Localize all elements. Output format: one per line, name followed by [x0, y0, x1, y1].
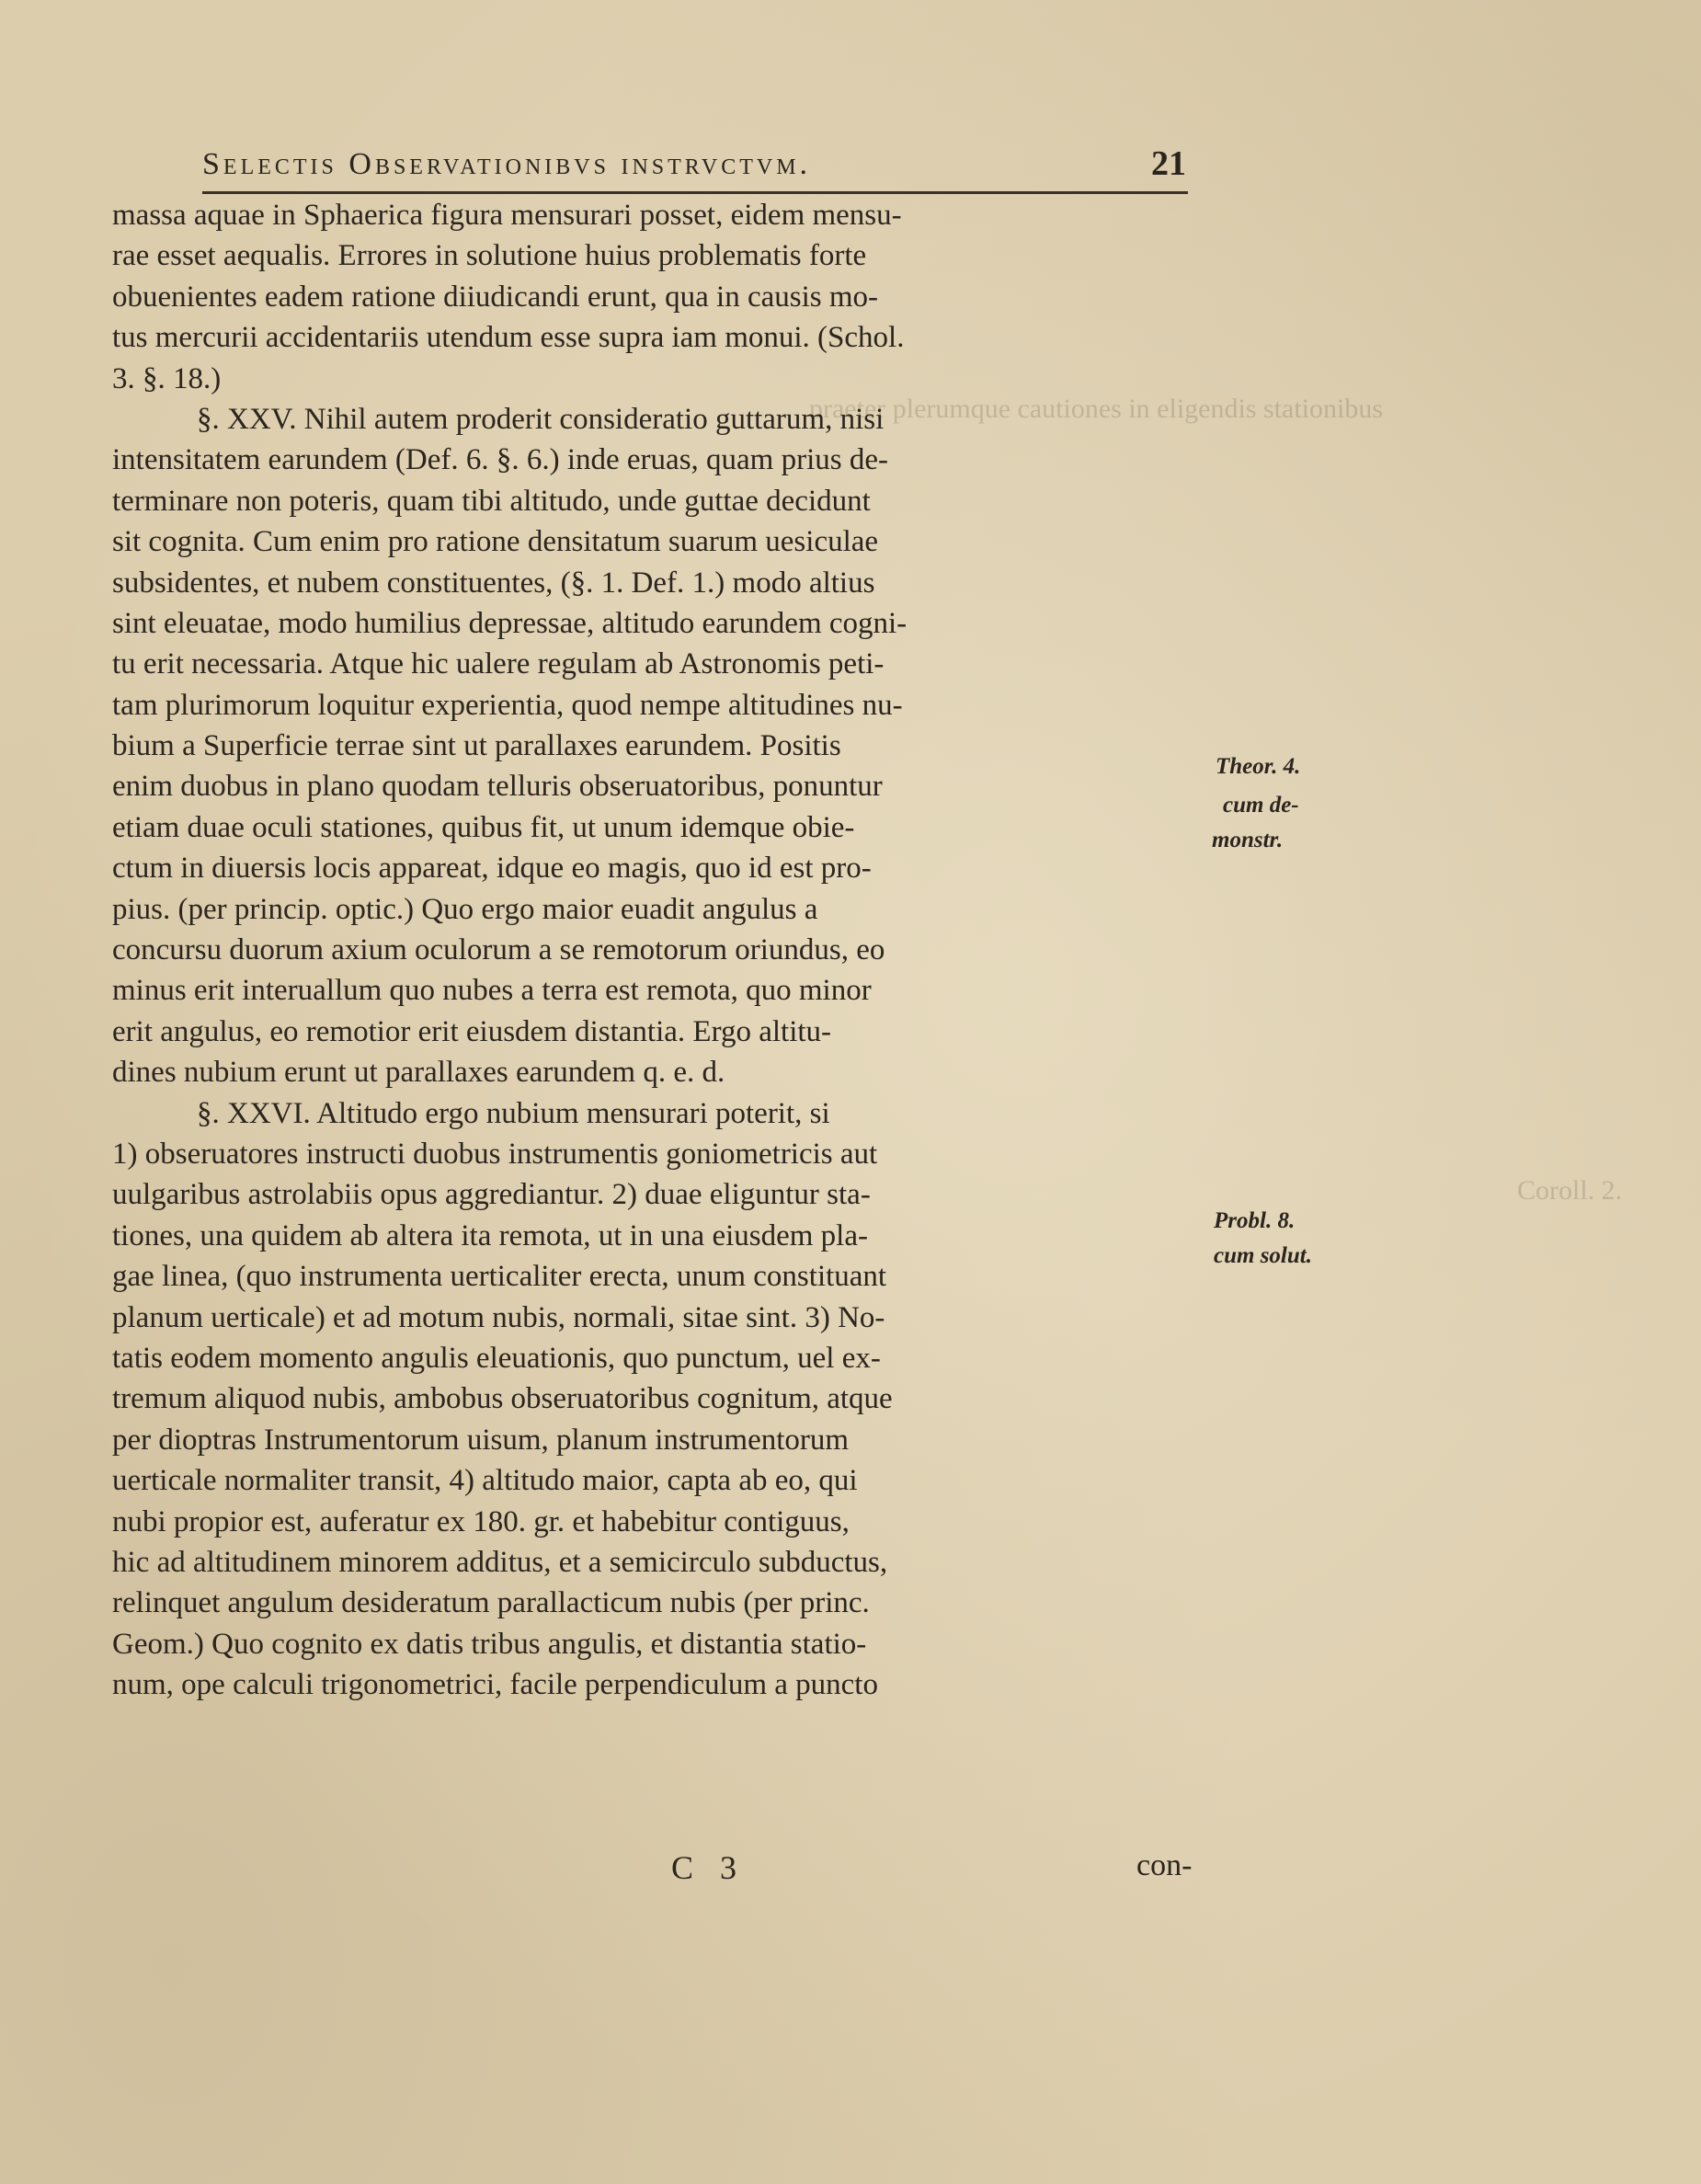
text-line: §. XXVI. Altitudo ergo nubium mensurari poterit, si [197, 1096, 830, 1130]
text-line: tam plurimorum loquitur experientia, quod nempe altitudines nu- [112, 688, 903, 722]
bleed-through-text: praeter plerumque cautiones in eligendis stationibus [809, 394, 1383, 424]
margin-note-theorem: Theor. 4. [1216, 754, 1301, 779]
margin-note-problem: cum solut. [1214, 1243, 1312, 1268]
text-line: per dioptras Instrumentorum uisum, planum instrumentorum [112, 1423, 850, 1457]
text-line: tu erit necessaria. Atque hic ualere regulam ab Astronomis peti- [112, 647, 885, 681]
body-text [112, 195, 1206, 1705]
text-line: gae linea, (quo instrumenta uerticaliter erecta, unum constituant [112, 1260, 887, 1294]
text-line: §. XXV. Nihil autem proderit consideratio guttarum, nisi [197, 402, 885, 436]
catchword: con- [1136, 1848, 1193, 1882]
text-line: tus mercurii accidentariis utendum esse supra iam monui. (Schol. [112, 321, 905, 355]
text-line: minus erit interuallum quo nubes a terra est remota, quo minor [112, 974, 872, 1008]
text-line: tiones, una quidem ab altera ita remota, ut in una eiusdem pla- [112, 1218, 868, 1252]
page-number: 21 [1151, 144, 1186, 183]
text-line: rae esset aequalis. Errores in solutione huius problematis forte [112, 239, 867, 273]
text-line: 3. §. 18.) [112, 361, 222, 395]
text-line: terminare non poteris, quam tibi altitudo, unde guttae decidunt [112, 484, 871, 518]
text-line: concursu duorum axium oculorum a se remotorum oriundus, eo [112, 933, 885, 967]
text-line: tatis eodem momento angulis eleuationis, quo punctum, uel ex- [112, 1341, 881, 1375]
text-line: planum uerticale) et ad motum nubis, normali, sitae sint. 3) No- [112, 1300, 885, 1334]
margin-note-problem: Probl. 8. [1214, 1208, 1296, 1233]
text-line: hic ad altitudinem minorem additus, et a semicirculo subductus, [112, 1545, 888, 1579]
text-line: dines nubium erunt ut parallaxes earundem q. e. d. [112, 1056, 725, 1090]
text-line: uulgaribus astrolabiis opus aggrediantur. 2) duae eliguntur sta- [112, 1178, 871, 1212]
text-line: uerticale normaliter transit, 4) altitudo maior, capta ab eo, qui [112, 1464, 858, 1498]
margin-note-theorem: monstr. [1212, 828, 1284, 852]
text-line: enim duobus in plano quodam telluris obseruatoribus, ponuntur [112, 770, 883, 804]
text-line: erit angulus, eo remotior erit eiusdem distantia. Ergo altitu- [112, 1014, 832, 1048]
text-line: sint eleuatae, modo humilius depressae, altitudo earundem cogni- [112, 606, 908, 640]
text-line: sit cognita. Cum enim pro ratione densitatum suarum uesiculae [112, 525, 879, 559]
text-line: pius. (per princip. optic.) Quo ergo maior euadit angulus a [112, 892, 818, 926]
running-head: Selectis Observationibvs instrvctvm. [202, 147, 812, 181]
text-line: tremum aliquod nubis, ambobus obseruatoribus cognitum, atque [112, 1382, 893, 1416]
text-line: ctum in diuersis locis appareat, idque eo magis, quo id est pro- [112, 852, 872, 886]
page-footer [0, 1848, 1701, 1894]
bleed-through-note: Coroll. 2. [1517, 1175, 1623, 1206]
signature-mark: C 3 [671, 1849, 747, 1886]
text-line: bium a Superficie terrae sint ut parallaxes earundem. Positis [112, 729, 841, 763]
text-line: 1) obseruatores instructi duobus instrumentis goniometricis aut [112, 1137, 878, 1171]
text-line: intensitatem earundem (Def. 6. §. 6.) inde eruas, quam prius de- [112, 443, 888, 477]
margin-note-theorem: cum de- [1223, 793, 1299, 818]
text-line: obuenientes eadem ratione diiudicandi erunt, qua in causis mo- [112, 280, 878, 314]
text-line: nubi propior est, auferatur ex 180. gr. et habebitur contiguus, [112, 1504, 850, 1538]
text-line: etiam duae oculi stationes, quibus fit, ut unum idemque obie- [112, 810, 855, 844]
text-line: Geom.) Quo cognito ex datis tribus angulis, et distantia statio- [112, 1627, 867, 1661]
page-header [202, 144, 1186, 184]
header-rule [202, 191, 1188, 194]
text-line: num, ope calculi trigonometrici, facile perpendiculum a puncto [112, 1668, 878, 1702]
text-line: subsidentes, et nubem constituentes, (§. 1. Def. 1.) modo altius [112, 566, 875, 600]
text-line: massa aquae in Sphaerica figura mensurari posset, eidem mensu- [112, 199, 902, 232]
text-line: relinquet angulum desideratum parallacticum nubis (per princ. [112, 1586, 870, 1620]
